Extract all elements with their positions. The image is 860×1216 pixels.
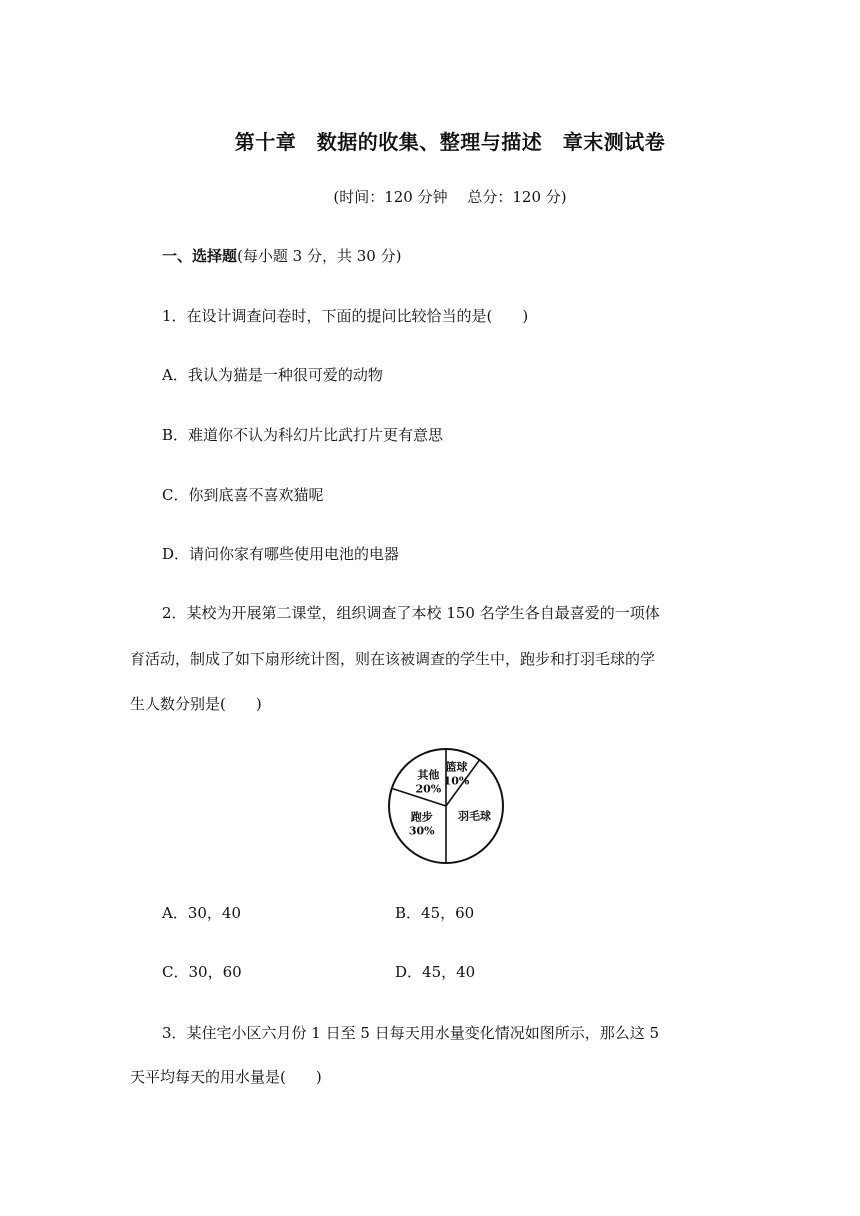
q1-option-a: A．我认为猫是一种很可爱的动物 — [162, 366, 383, 384]
q2-option-b: B．45，60 — [395, 904, 475, 922]
q3-stem-line1: 3．某住宅小区六月份 1 日至 5 日每天用水量变化情况如图所示，那么这 5 — [162, 1024, 660, 1042]
page-title: 第十章 数据的收集、整理与描述 章末测试卷 — [234, 130, 666, 154]
pie-slice-label: 跑步 — [410, 810, 433, 824]
q2-stem-line2: 育活动，制成了如下扇形统计图，则在该被调查的学生中，跑步和打羽毛球的学 — [130, 650, 656, 668]
q1-stem: 1．在设计调查问卷时，下面的提问比较恰当的是( ) — [162, 307, 529, 325]
section-note: (每小题 3 分，共 30 分) — [237, 247, 402, 265]
exam-info: (时间：120 分钟 总分：120 分) — [333, 188, 567, 206]
q2-stem-line1: 2．某校为开展第二课堂，组织调查了本校 150 名学生各自最喜爱的一项体 — [162, 604, 660, 622]
pie-slice-percent: 10% — [443, 774, 470, 788]
pie-slice-label: 篮球 — [445, 760, 468, 774]
pie-slice-label: 羽毛球 — [458, 809, 492, 823]
q1-option-b: B．难道你不认为科幻片比武打片更有意思 — [162, 426, 444, 444]
q2-option-c: C．30，60 — [162, 963, 242, 981]
q1-option-c: C．你到底喜不喜欢猫呢 — [162, 486, 324, 504]
pie-chart-svg — [385, 745, 507, 867]
q1-option-d: D．请问你家有哪些使用电池的电器 — [162, 545, 400, 563]
q2-option-d: D．45，40 — [395, 963, 476, 981]
q2-option-a: A．30，40 — [162, 904, 242, 922]
section-title: 一、选择题 — [162, 247, 238, 265]
q3-stem-line2: 天平均每天的用水量是( ) — [130, 1068, 322, 1086]
pie-slice-percent: 30% — [408, 824, 435, 838]
q2-stem-line3: 生人数分别是( ) — [130, 695, 262, 713]
pie-slice-percent: 20% — [415, 782, 442, 796]
section-heading — [162, 245, 401, 266]
pie-slice-label: 其他 — [417, 768, 440, 782]
pie-chart — [385, 745, 507, 867]
